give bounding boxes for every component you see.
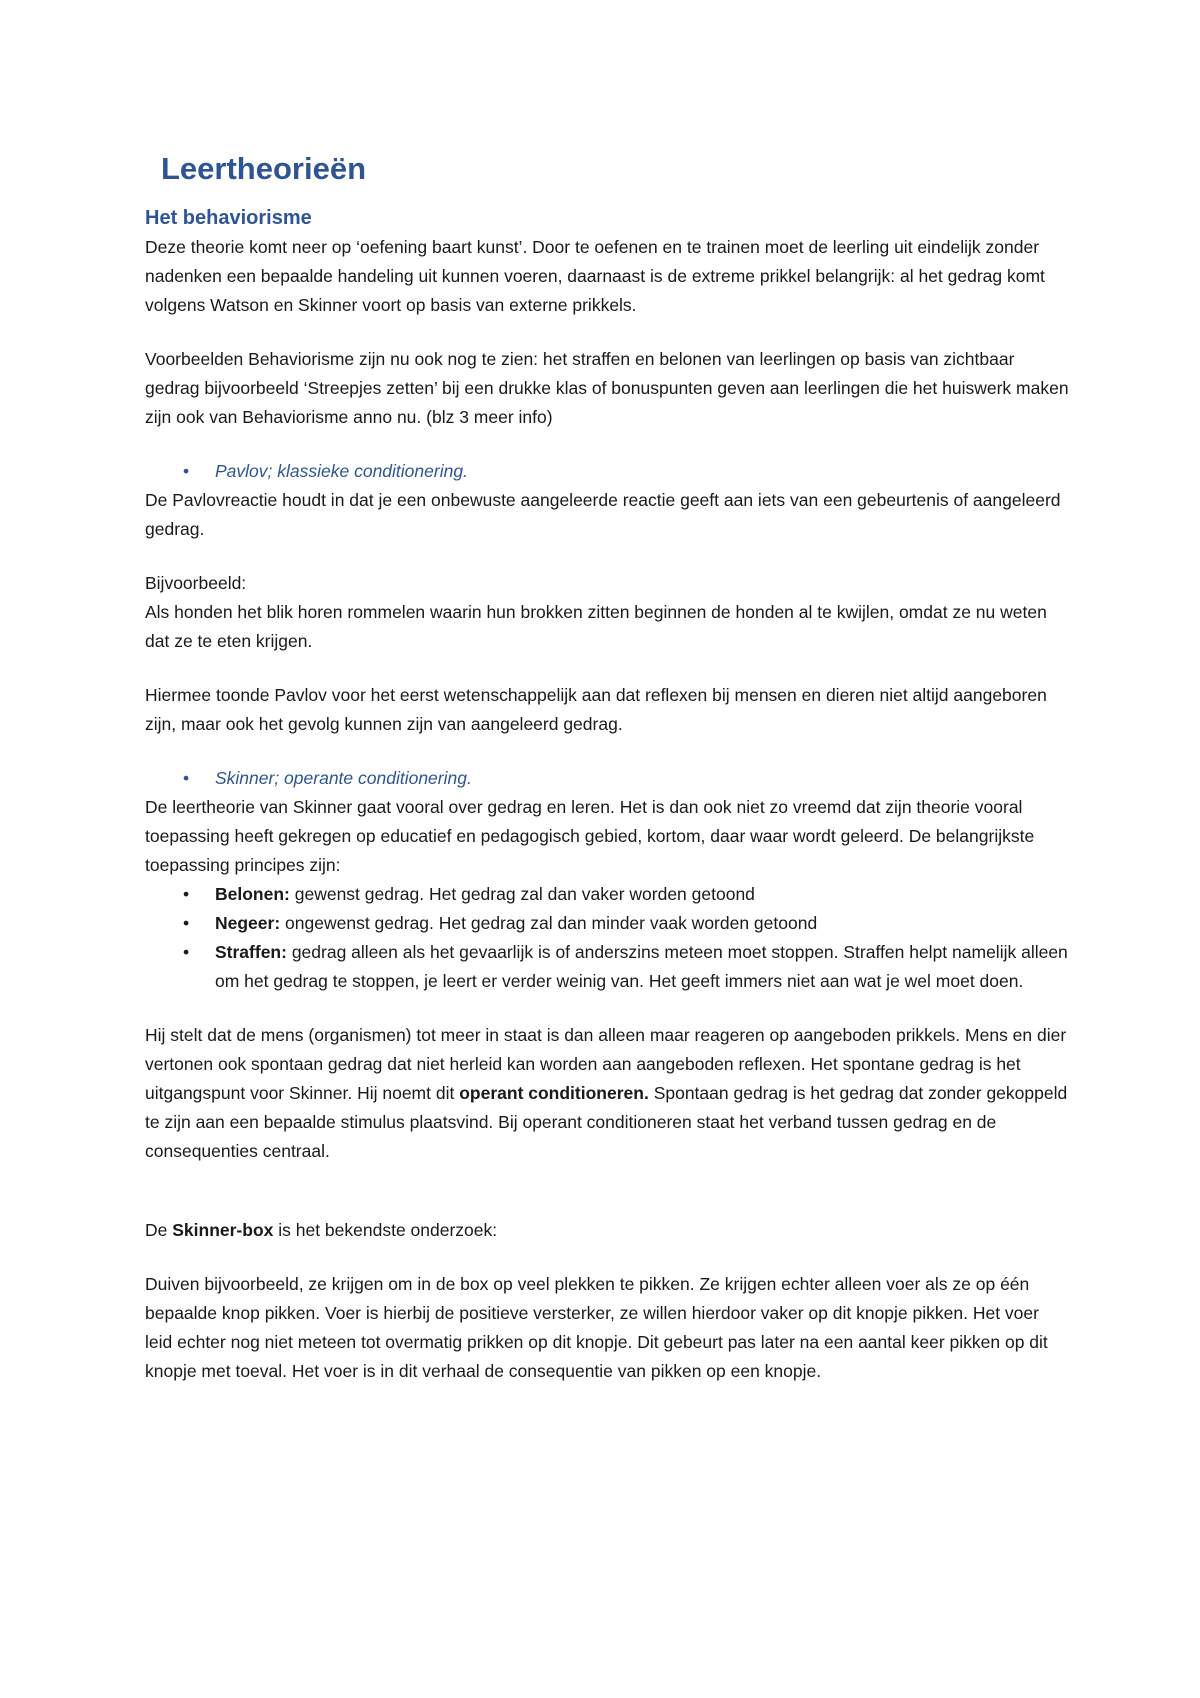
bullet-icon: •: [183, 942, 190, 963]
pavlov-example-paragraph: Als honden het blik horen rommelen waarin hun brokken zitten beginnen de honden al te kwijlen, omdat ze nu weten dat ze te eten krijgen.: [145, 602, 1047, 652]
operant-paragraph: Hij stelt dat de mens (organismen) tot meer in staat is dan alleen maar reageren op aangeboden prikkels. Mens en dier vertonen ook spontaan gedrag dat niet herleid kan worden aan aangeboden reflexen. Het spontane gedrag is het uitgangspunt voor Skinner. Hij noemt dit operant conditioneren. Spontaan gedrag is het gedrag dat zonder gekoppeld te zijn aan een bepaalde stimulus plaatsvind. Bij operant conditioneren staat het verband tussen gedrag en de consequenties centraal.: [145, 1025, 1068, 1162]
bullet-icon: •: [183, 461, 190, 482]
principle-text: gedrag alleen als het gevaarlijk is of anderszins meteen moet stoppen. Straffen helpt namelijk alleen om het gedrag te stoppen, je leert er verder weinig van. Het geeft immers niet aan wat je wel moet doen.: [215, 942, 1068, 992]
operant-term: operant conditioneren.: [459, 1083, 649, 1104]
principle-item: [183, 909, 1070, 938]
principle-label: Straffen:: [215, 942, 287, 963]
bullet-icon: •: [183, 884, 190, 905]
principle-label: Negeer:: [215, 913, 281, 934]
section-heading: Het behaviorisme: [145, 207, 312, 230]
bullet-icon: •: [183, 913, 190, 934]
examples-paragraph: Voorbeelden Behaviorisme zijn nu ook nog te zien: het straffen en belonen van leerlingen op basis van zichtbaar gedrag bijvoorbeeld ‘Streepjes zetten’ bij een drukke klas of bonuspunten geven aan leerlingen die het huiswerk maken zijn ook van Behaviorisme anno nu. (blz 3 meer info): [145, 349, 1069, 428]
skinner-heading: [183, 764, 1070, 793]
document-body: [145, 150, 1070, 1386]
bullet-icon: •: [183, 768, 190, 789]
pavlov-heading: [183, 457, 1070, 486]
pavlov-reaction-paragraph: De Pavlovreactie houdt in dat je een onbewuste aangeleerde reactie geeft aan iets van een gebeurtenis of aangeleerd gedrag.: [145, 490, 1061, 540]
skinner-box-paragraph: De Skinner-box is het bekendste onderzoek:: [145, 1220, 498, 1241]
pavlov-conclusion-paragraph: Hiermee toonde Pavlov voor het eerst wetenschappelijk aan dat reflexen bij mensen en dieren niet altijd aangeboren zijn, maar ook het gevolg kunnen zijn van aangeleerd gedrag.: [145, 685, 1047, 735]
principle-text: gewenst gedrag. Het gedrag zal dan vaker worden getoond: [289, 884, 755, 905]
doves-paragraph: Duiven bijvoorbeeld, ze krijgen om in de box op veel plekken te pikken. Ze krijgen echter alleen voer als ze op één bepaalde knop pikken. Voer is hierbij de positieve versterker, ze willen hierdoor vaker op dit knopje pikken. Het voer leid echter nog niet meteen tot overmatig prikken op dit knopje. Dit gebeurt pas later na een aantal keer pikken op dit knopje met toeval. Het voer is in dit verhaal de consequentie van pikken op een knopje.: [145, 1274, 1048, 1382]
skinner-heading-text: Skinner; operante conditionering.: [215, 768, 472, 789]
intro-paragraph: Deze theorie komt neer op ‘oefening baart kunst’. Door te oefenen en te trainen moet de leerling uit eindelijk zonder nadenken een bepaalde handeling uit kunnen voeren, daarnaast is de extreme prikkel belangrijk: al het gedrag komt volgens Watson en Skinner voort op basis van externe prikkels.: [145, 237, 1045, 316]
skinner-intro-paragraph: De leertheorie van Skinner gaat vooral over gedrag en leren. Het is dan ook niet zo vreemd dat zijn theorie vooral toepassing heeft gekregen op educatief en pedagogisch gebied, kortom, daar waar wordt geleerd. De belangrijkste toepassing principes zijn:: [145, 797, 1035, 876]
principle-text: ongewenst gedrag. Het gedrag zal dan minder vaak worden getoond: [280, 913, 818, 934]
principle-item: [183, 880, 1070, 909]
principle-label: Belonen:: [215, 884, 290, 905]
skinner-box-term: Skinner-box: [172, 1220, 274, 1241]
pavlov-example-label: Bijvoorbeeld:: [145, 573, 247, 594]
page-title: Leertheorieën: [161, 151, 367, 186]
principle-item: [183, 938, 1070, 996]
pavlov-heading-text: Pavlov; klassieke conditionering.: [215, 461, 468, 482]
